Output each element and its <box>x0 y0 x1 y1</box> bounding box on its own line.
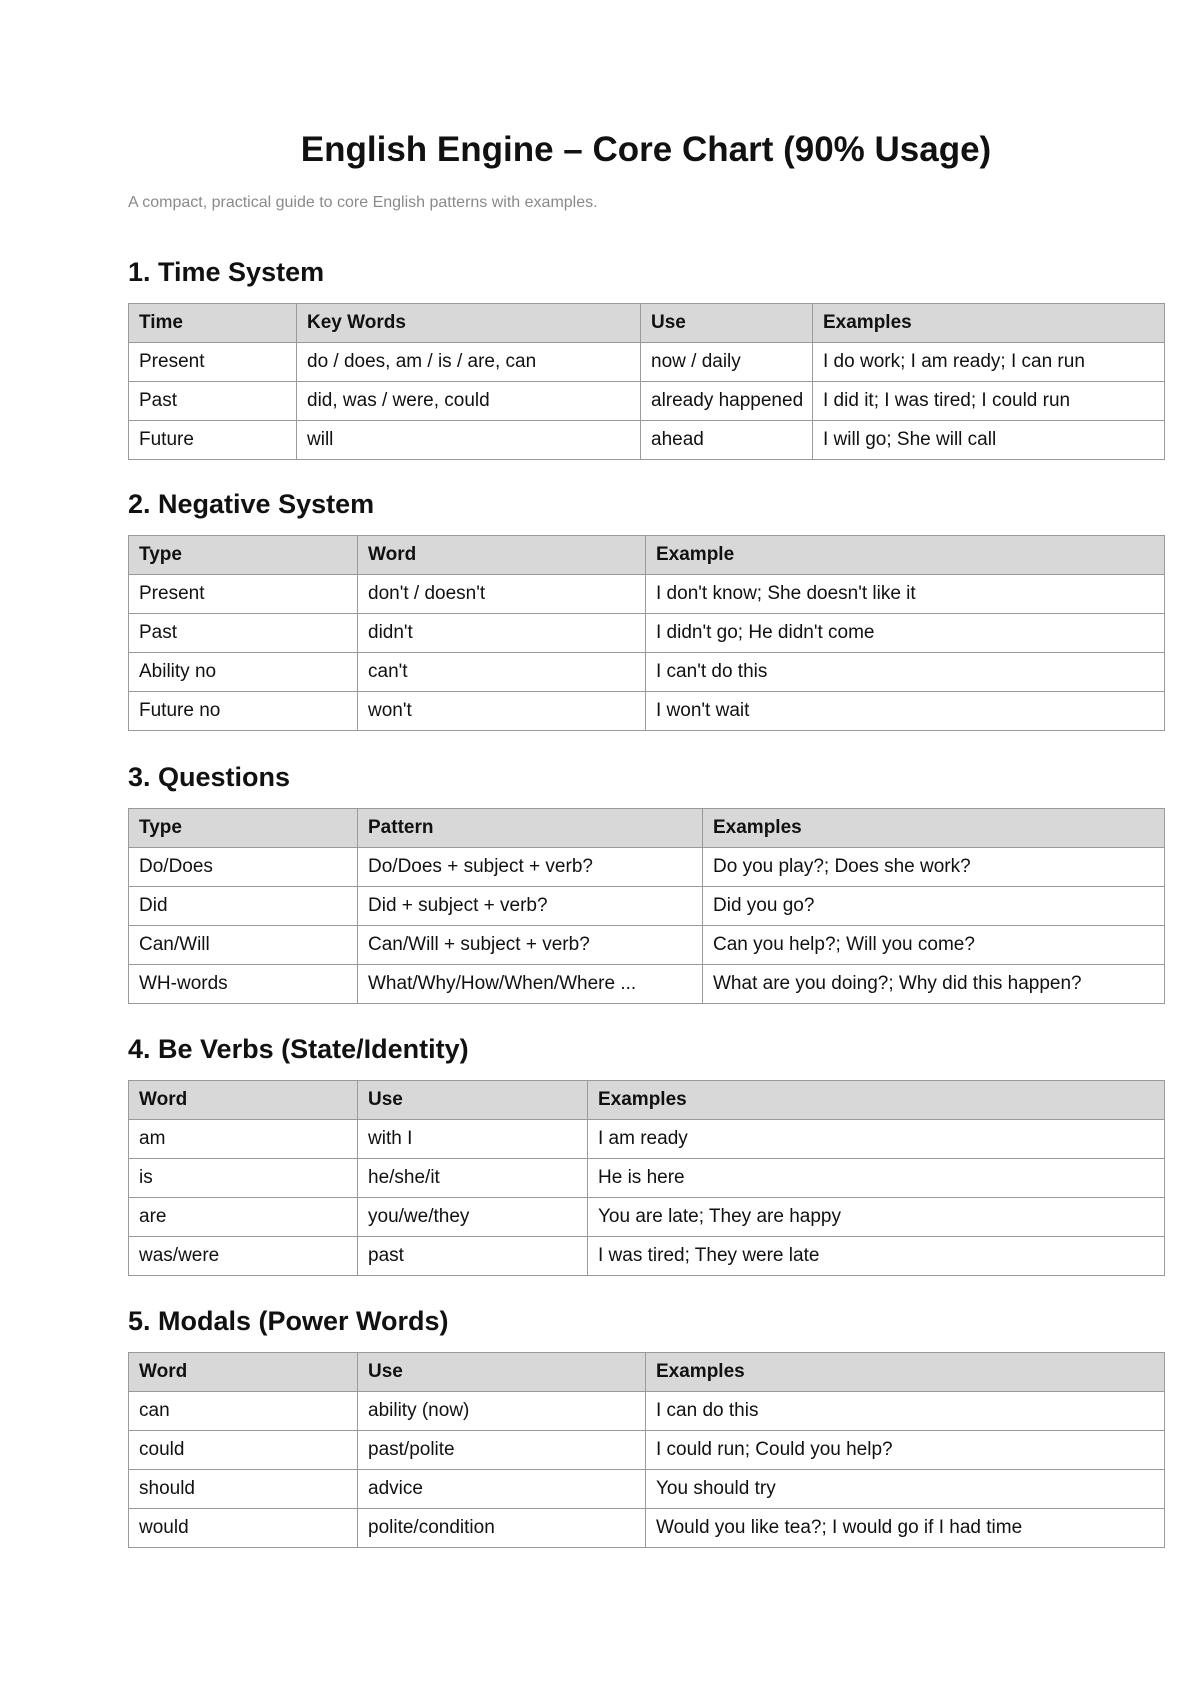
section-heading: 3. Questions <box>128 762 291 792</box>
column-header: Examples <box>646 1353 1165 1392</box>
table-row <box>129 653 1165 692</box>
table-header-row <box>129 1081 1165 1120</box>
table-row <box>129 926 1165 965</box>
table-cell: past/polite <box>358 1431 646 1470</box>
table-cell: What/Why/How/When/Where ... <box>358 965 703 1004</box>
table-cell: I did it; I was tired; I could run <box>813 382 1165 421</box>
column-header: Key Words <box>297 304 641 343</box>
table-cell: Past <box>129 614 358 653</box>
column-header: Type <box>129 536 358 575</box>
table-row <box>129 692 1165 731</box>
table-cell: You should try <box>646 1470 1165 1509</box>
table-row <box>129 1198 1165 1237</box>
table-cell: with I <box>358 1120 588 1159</box>
table-cell: won't <box>358 692 646 731</box>
table-cell: he/she/it <box>358 1159 588 1198</box>
table-cell: Did + subject + verb? <box>358 887 703 926</box>
time-system-table <box>128 303 1165 460</box>
column-header: Pattern <box>358 809 703 848</box>
column-header: Use <box>358 1353 646 1392</box>
table-row <box>129 382 1165 421</box>
table-cell: ability (now) <box>358 1392 646 1431</box>
table-cell: Future <box>129 421 297 460</box>
table-cell: I can do this <box>646 1392 1165 1431</box>
table-cell: He is here <box>588 1159 1165 1198</box>
table-header-row <box>129 809 1165 848</box>
table-cell: Do you play?; Does she work? <box>703 848 1165 887</box>
section-time-system <box>128 255 1164 460</box>
table-row <box>129 1470 1165 1509</box>
table-cell: I will go; She will call <box>813 421 1165 460</box>
table-row <box>129 1392 1165 1431</box>
table-cell: do / does, am / is / are, can <box>297 343 641 382</box>
table-header-row <box>129 304 1165 343</box>
table-cell: didn't <box>358 614 646 653</box>
table-cell: Did <box>129 887 358 926</box>
table-cell: ahead <box>641 421 813 460</box>
table-row <box>129 421 1165 460</box>
table-cell: already happened <box>641 382 813 421</box>
document-title: English Engine – Core Chart (90% Usage) <box>300 130 992 169</box>
table-cell: Ability no <box>129 653 358 692</box>
table-row <box>129 887 1165 926</box>
table-row <box>129 1159 1165 1198</box>
table-row <box>129 575 1165 614</box>
table-cell: don't / doesn't <box>358 575 646 614</box>
table-cell: Present <box>129 343 297 382</box>
table-row <box>129 965 1165 1004</box>
table-cell: are <box>129 1198 358 1237</box>
section-be-verbs <box>128 1032 1164 1276</box>
section-questions <box>128 760 1164 1004</box>
table-cell: Can you help?; Will you come? <box>703 926 1165 965</box>
table-row <box>129 1431 1165 1470</box>
table-cell: Can/Will + subject + verb? <box>358 926 703 965</box>
be-verbs-table <box>128 1080 1165 1276</box>
section-modals <box>128 1304 1164 1548</box>
table-cell: What are you doing?; Why did this happen? <box>703 965 1165 1004</box>
table-row <box>129 1509 1165 1548</box>
table-cell: I was tired; They were late <box>588 1237 1165 1276</box>
table-cell: Did you go? <box>703 887 1165 926</box>
section-heading: 2. Negative System <box>128 489 375 519</box>
column-header: Use <box>358 1081 588 1120</box>
table-cell: You are late; They are happy <box>588 1198 1165 1237</box>
column-header: Word <box>129 1353 358 1392</box>
column-header: Examples <box>813 304 1165 343</box>
column-header: Word <box>129 1081 358 1120</box>
table-cell: you/we/they <box>358 1198 588 1237</box>
table-cell: Future no <box>129 692 358 731</box>
document-subtitle: A compact, practical guide to core English patterns with examples. <box>128 194 598 211</box>
table-cell: I do work; I am ready; I can run <box>813 343 1165 382</box>
table-row <box>129 848 1165 887</box>
table-cell: WH-words <box>129 965 358 1004</box>
column-header: Examples <box>703 809 1165 848</box>
column-header: Type <box>129 809 358 848</box>
table-cell: I can't do this <box>646 653 1165 692</box>
table-cell: Past <box>129 382 297 421</box>
table-cell: will <box>297 421 641 460</box>
table-cell: I won't wait <box>646 692 1165 731</box>
table-header-row <box>129 1353 1165 1392</box>
section-heading: 5. Modals (Power Words) <box>128 1306 449 1336</box>
table-cell: Do/Does <box>129 848 358 887</box>
column-header: Example <box>646 536 1165 575</box>
table-row <box>129 343 1165 382</box>
table-cell: did, was / were, could <box>297 382 641 421</box>
table-cell: can <box>129 1392 358 1431</box>
table-cell: Do/Does + subject + verb? <box>358 848 703 887</box>
column-header: Time <box>129 304 297 343</box>
table-header-row <box>129 536 1165 575</box>
table-row <box>129 614 1165 653</box>
table-cell: polite/condition <box>358 1509 646 1548</box>
table-row <box>129 1120 1165 1159</box>
table-cell: I didn't go; He didn't come <box>646 614 1165 653</box>
table-cell: Present <box>129 575 358 614</box>
table-cell: am <box>129 1120 358 1159</box>
table-cell: Can/Will <box>129 926 358 965</box>
section-negative-system <box>128 487 1164 731</box>
negative-system-table <box>128 535 1165 731</box>
column-header: Examples <box>588 1081 1165 1120</box>
table-row <box>129 1237 1165 1276</box>
table-cell: advice <box>358 1470 646 1509</box>
table-cell: I am ready <box>588 1120 1165 1159</box>
table-cell: should <box>129 1470 358 1509</box>
table-cell: past <box>358 1237 588 1276</box>
column-header: Use <box>641 304 813 343</box>
modals-table <box>128 1352 1165 1548</box>
table-cell: I could run; Could you help? <box>646 1431 1165 1470</box>
table-cell: could <box>129 1431 358 1470</box>
column-header: Word <box>358 536 646 575</box>
table-cell: I don't know; She doesn't like it <box>646 575 1165 614</box>
table-cell: was/were <box>129 1237 358 1276</box>
section-heading: 4. Be Verbs (State/Identity) <box>128 1034 469 1064</box>
table-cell: now / daily <box>641 343 813 382</box>
section-heading: 1. Time System <box>128 257 325 287</box>
table-cell: would <box>129 1509 358 1548</box>
questions-table <box>128 808 1165 1004</box>
table-cell: can't <box>358 653 646 692</box>
table-cell: is <box>129 1159 358 1198</box>
table-cell: Would you like tea?; I would go if I had time <box>646 1509 1165 1548</box>
